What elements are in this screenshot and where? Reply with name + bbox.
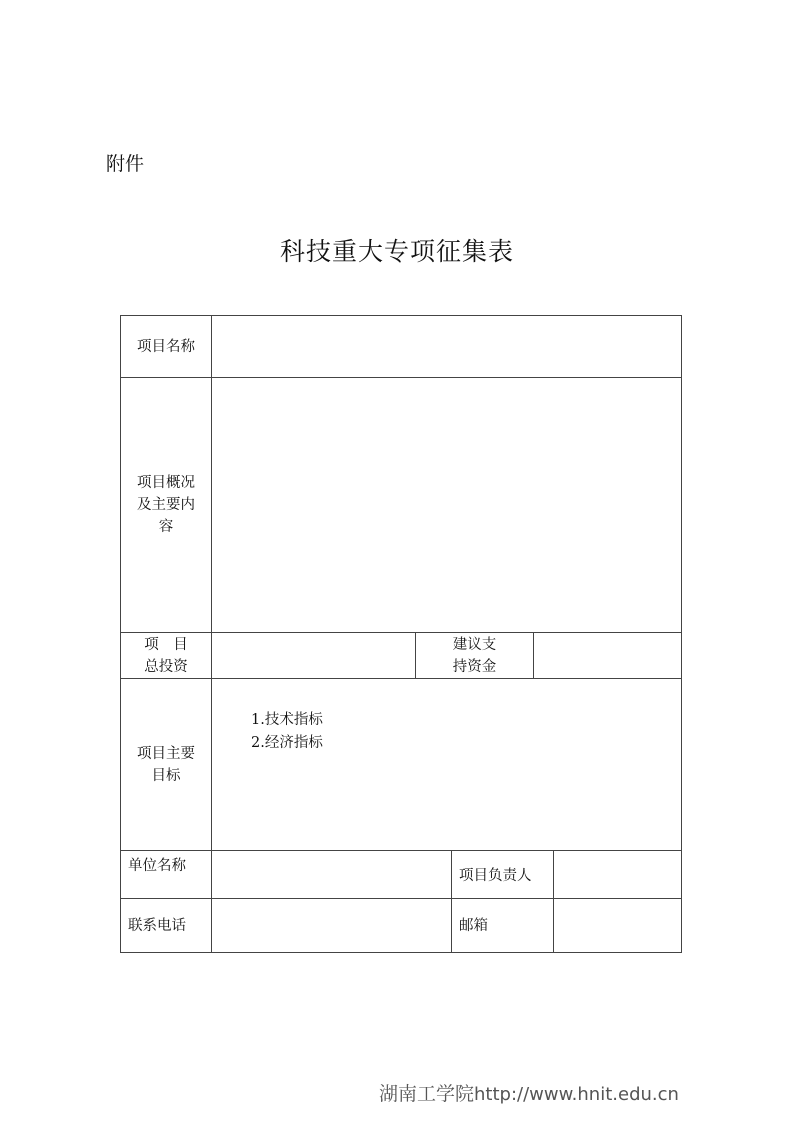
email-field[interactable] xyxy=(553,898,682,953)
main-goals-field[interactable] xyxy=(211,678,682,851)
project-leader-label-cell xyxy=(451,850,554,899)
footer-watermark xyxy=(379,1079,679,1106)
suggested-funding-field[interactable] xyxy=(533,632,682,679)
project-overview-label-line1: 项目概况 xyxy=(137,475,195,491)
main-goals-label-cell xyxy=(120,678,212,851)
total-investment-label-line1: 项 目 xyxy=(144,636,188,653)
email-label-cell xyxy=(451,898,554,953)
contact-phone-field[interactable] xyxy=(211,898,452,953)
email-label: 邮箱 xyxy=(459,918,488,934)
main-goals-list xyxy=(251,709,323,755)
project-leader-label: 项目负责人 xyxy=(459,868,532,884)
project-overview-label-cell xyxy=(120,377,212,633)
project-name-label: 项目名称 xyxy=(137,338,195,355)
main-goals-label-line2: 目标 xyxy=(151,767,181,784)
project-overview-label-line3: 容 xyxy=(158,519,174,535)
attachment-label: 附件 xyxy=(106,153,145,175)
suggested-funding-label-line2: 持资金 xyxy=(452,658,497,675)
main-goals-label-line1: 项目主要 xyxy=(137,745,195,762)
footer-url[interactable]: http://www.hnit.edu.cn xyxy=(474,1084,679,1105)
project-name-label-cell xyxy=(120,315,212,378)
contact-phone-label: 联系电话 xyxy=(128,918,186,934)
project-overview-label-line2: 及主要内 xyxy=(137,497,195,513)
contact-phone-label-cell xyxy=(120,898,212,953)
project-name-field[interactable] xyxy=(211,315,682,378)
total-investment-label-line2: 总投资 xyxy=(144,658,188,675)
project-leader-field[interactable] xyxy=(553,850,682,899)
footer-school: 湖南工学院 xyxy=(379,1083,475,1105)
goal-item-economic: 2.经济指标 xyxy=(251,735,323,751)
suggested-funding-label-line1: 建议支 xyxy=(452,636,497,653)
unit-name-label: 单位名称 xyxy=(128,858,186,874)
form-title: 科技重大专项征集表 xyxy=(279,237,514,266)
project-overview-field[interactable] xyxy=(211,377,682,633)
total-investment-field[interactable] xyxy=(211,632,416,679)
goal-item-technical: 1.技术指标 xyxy=(251,712,323,728)
unit-name-field[interactable] xyxy=(211,850,452,899)
total-investment-label-cell xyxy=(120,632,212,679)
suggested-funding-label-cell xyxy=(415,632,534,679)
unit-name-label-cell xyxy=(120,850,212,899)
